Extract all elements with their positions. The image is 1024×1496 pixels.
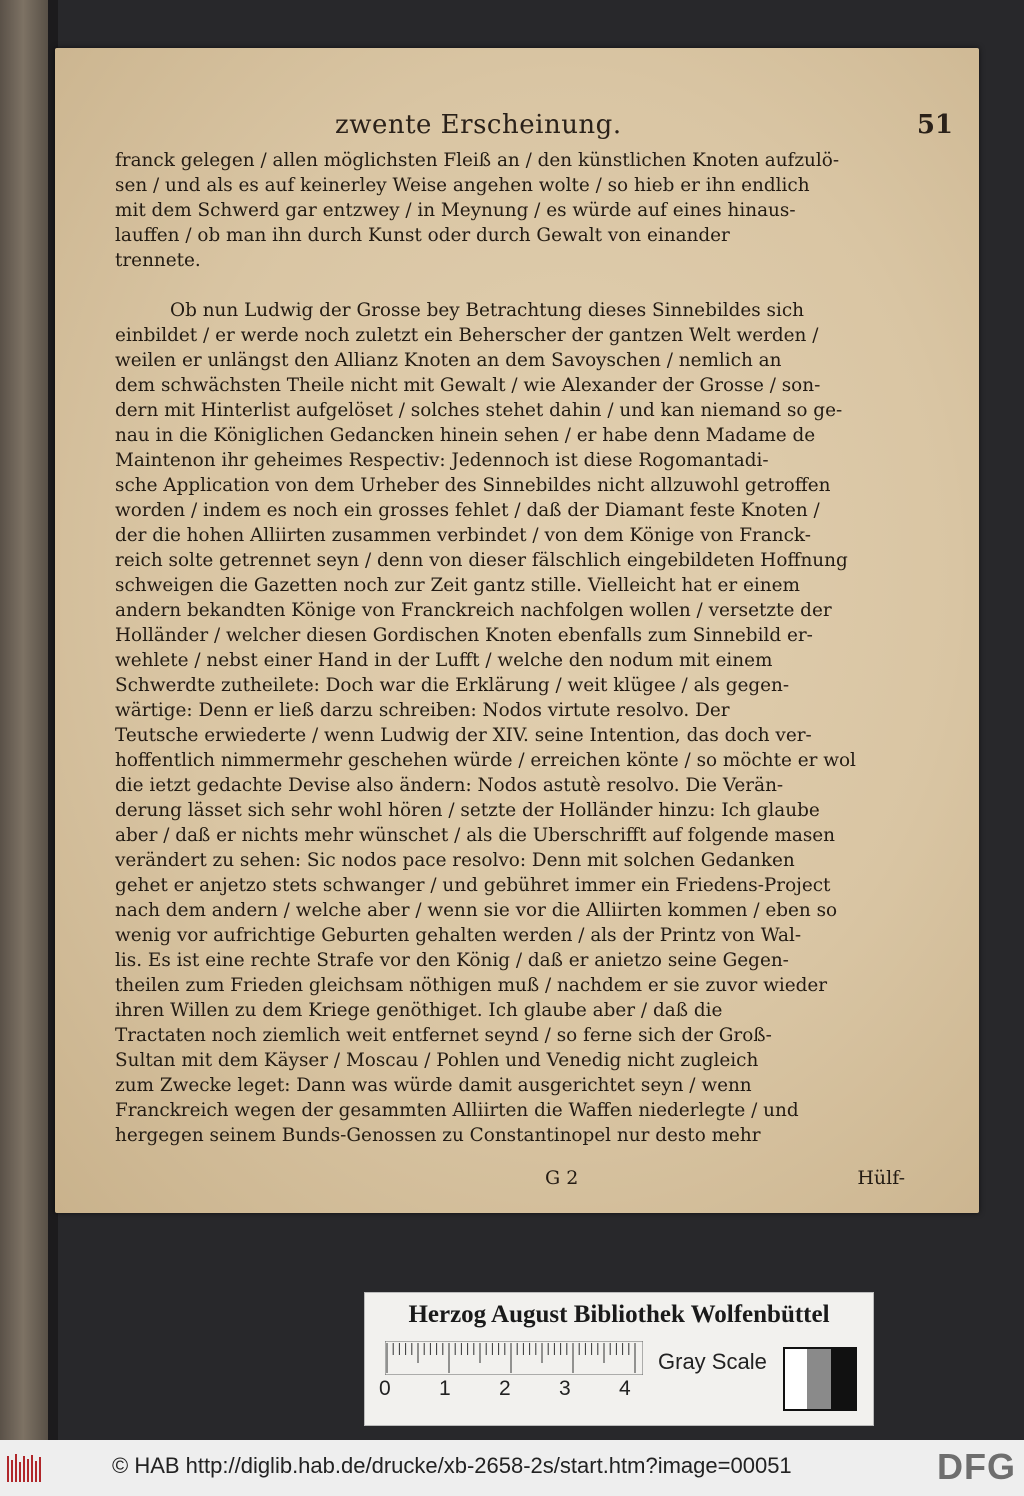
ruler-number: 4 xyxy=(619,1377,631,1400)
text-line: Schwerdte zutheilete: Doch war die Erklärung / weit klügee / als gegen- xyxy=(115,675,790,696)
body-text xyxy=(115,148,905,1148)
text-line: Sultan mit dem Käyser / Moscau / Pohlen und Venedig nicht zugleich xyxy=(115,1050,759,1071)
ruler-numbers xyxy=(377,1377,647,1405)
text-line: Teutsche erwiederte / wenn Ludwig der XIV. seine Intention, das doch ver- xyxy=(115,725,812,746)
text-line: weilen er unlängst den Allianz Knoten an dem Savoyschen / nemlich an xyxy=(115,350,782,371)
text-line: nau in die Königlichen Gedancken hinein sehen / er habe denn Madame de xyxy=(115,425,816,446)
text-line: schweigen die Gazetten noch zur Zeit gantz stille. Vielleicht hat er einem xyxy=(115,575,800,596)
text-line: der die hohen Alliirten zusammen verbindet / von dem Könige von Franck- xyxy=(115,525,811,546)
ruler-number: 3 xyxy=(559,1377,571,1400)
text-line: derung lässet sich sehr wohl hören / setzte der Holländer hinzu: Ich glaube xyxy=(115,800,820,821)
library-scale-label xyxy=(364,1292,874,1426)
page-header xyxy=(55,110,979,146)
text-line: worden / indem es noch ein grosses fehlet / daß der Diamant feste Knoten / xyxy=(115,500,820,521)
page-footer xyxy=(115,1167,905,1195)
gray-scale-label: Gray Scale xyxy=(658,1349,767,1374)
ruler-number: 0 xyxy=(379,1377,391,1400)
swatch-black xyxy=(831,1349,855,1409)
ruler-number: 2 xyxy=(499,1377,511,1400)
gray-scale-swatches xyxy=(783,1347,857,1411)
text-line: wenig vor aufrichtige Geburten gehalten werden / als der Printz von Wal- xyxy=(115,925,802,946)
text-line: hergegen seinem Bunds-Genossen zu Constantinopel nur desto mehr xyxy=(115,1125,761,1146)
text-line: Holländer / welcher diesen Gordischen Knoten ebenfalls zum Sinnebild er- xyxy=(115,625,813,646)
text-line: dern mit Hinterlist aufgelöset / solches stehet dahin / und kan niemand so ge- xyxy=(115,400,843,421)
paragraph-2 xyxy=(115,298,905,1148)
text-line: Ob nun Ludwig der Grosse bey Betrachtung dieses Sinnebildes sich xyxy=(170,300,805,321)
text-line: nach dem andern / welche aber / wenn sie vor die Alliirten kommen / eben so xyxy=(115,900,838,921)
text-line: wärtige: Denn er ließ darzu schreiben: Nodos virtute resolvo. Der xyxy=(115,700,730,721)
hab-logo-icon xyxy=(6,1450,42,1486)
text-line: lis. Es ist eine rechte Strafe vor den König / daß er anietzo seine Gegen- xyxy=(115,950,789,971)
ruler-number: 1 xyxy=(439,1377,451,1400)
text-line: aber / daß er nichts mehr wünschet / als die Uberschrifft auf folgende masen xyxy=(115,825,836,846)
text-line: lauffen / ob man ihn durch Kunst oder durch Gewalt von einander xyxy=(115,225,730,246)
dfg-logo: DFG xyxy=(937,1446,1016,1487)
text-line: hoffentlich nimmermehr geschehen würde / erreichen könte / so möchte er wol xyxy=(115,750,856,771)
paragraph-1 xyxy=(115,148,905,273)
text-line: sche Application von dem Urheber des Sinnebildes nicht allzuwohl getroffen xyxy=(115,475,831,496)
text-line: theilen zum Frieden gleichsam nöthigen muß / nachdem er sie zuvor wieder xyxy=(115,975,828,996)
text-line: dem schwächsten Theile nicht mit Gewalt / wie Alexander der Grosse / son- xyxy=(115,375,821,396)
library-name: Herzog August Bibliothek Wolfenbüttel xyxy=(408,1301,830,1328)
text-line: trennete. xyxy=(115,250,201,271)
text-line: verändert zu sehen: Sic nodos pace resolvo: Denn mit solchen Gedanken xyxy=(115,850,795,871)
text-line: mit dem Schwerd gar entzwey / in Meynung / es würde auf eines hinaus- xyxy=(115,200,796,221)
swatch-white xyxy=(785,1349,807,1409)
text-line: reich solte getrennet seyn / denn von dieser fälschlich eingebildeten Hoffnung xyxy=(115,550,848,571)
text-line: einbildet / er werde noch zuletzt ein Beherscher der gantzen Welt werden / xyxy=(115,325,819,346)
text-line: gehet er anjetzo stets schwanger / und gebühret immer ein Friedens-Project xyxy=(115,875,831,896)
paragraph-gap xyxy=(115,273,905,298)
text-line: Franckreich wegen der gesammten Alliirten die Waffen niederlegte / und xyxy=(115,1100,799,1121)
text-line: ihren Willen zu dem Kriege genöthiget. Ich glaube aber / daß die xyxy=(115,1000,723,1021)
copyright-link[interactable]: © HAB http://diglib.hab.de/drucke/xb-2658-2s/start.htm?image=00051 xyxy=(112,1453,792,1478)
text-line: wehlete / nebst einer Hand in der Lufft / welche den nodum mit einem xyxy=(115,650,773,671)
signature-mark: G 2 xyxy=(545,1167,579,1189)
ruler-scale xyxy=(385,1341,643,1375)
swatch-gray xyxy=(807,1349,831,1409)
text-line: andern bekandten Könige von Franckreich nachfolgen wollen / versetzte der xyxy=(115,600,832,621)
book-page xyxy=(55,48,979,1213)
text-line: sen / und als es auf keinerley Weise angehen wolte / so hieb er ihn endlich xyxy=(115,175,810,196)
page-number: 51 xyxy=(916,110,953,140)
catchword: Hülf- xyxy=(857,1167,905,1189)
text-line: Maintenon ihr geheimes Respectiv: Jedennoch ist diese Rogomantadi- xyxy=(115,450,769,471)
text-line: die ietzt gedachte Devise also ändern: Nodos astutè resolvo. Die Verän- xyxy=(115,775,784,796)
text-line: franck gelegen / allen möglichsten Fleiß an / den künstlichen Knoten aufzulö- xyxy=(115,150,840,171)
running-head: zwente Erscheinung. xyxy=(335,110,622,140)
attribution-bar xyxy=(0,1440,1024,1496)
text-line: Tractaten noch ziemlich weit entfernet seynd / so ferne sich der Groß- xyxy=(115,1025,772,1046)
text-line: zum Zwecke leget: Dann was würde damit ausgerichtet seyn / wenn xyxy=(115,1075,752,1096)
